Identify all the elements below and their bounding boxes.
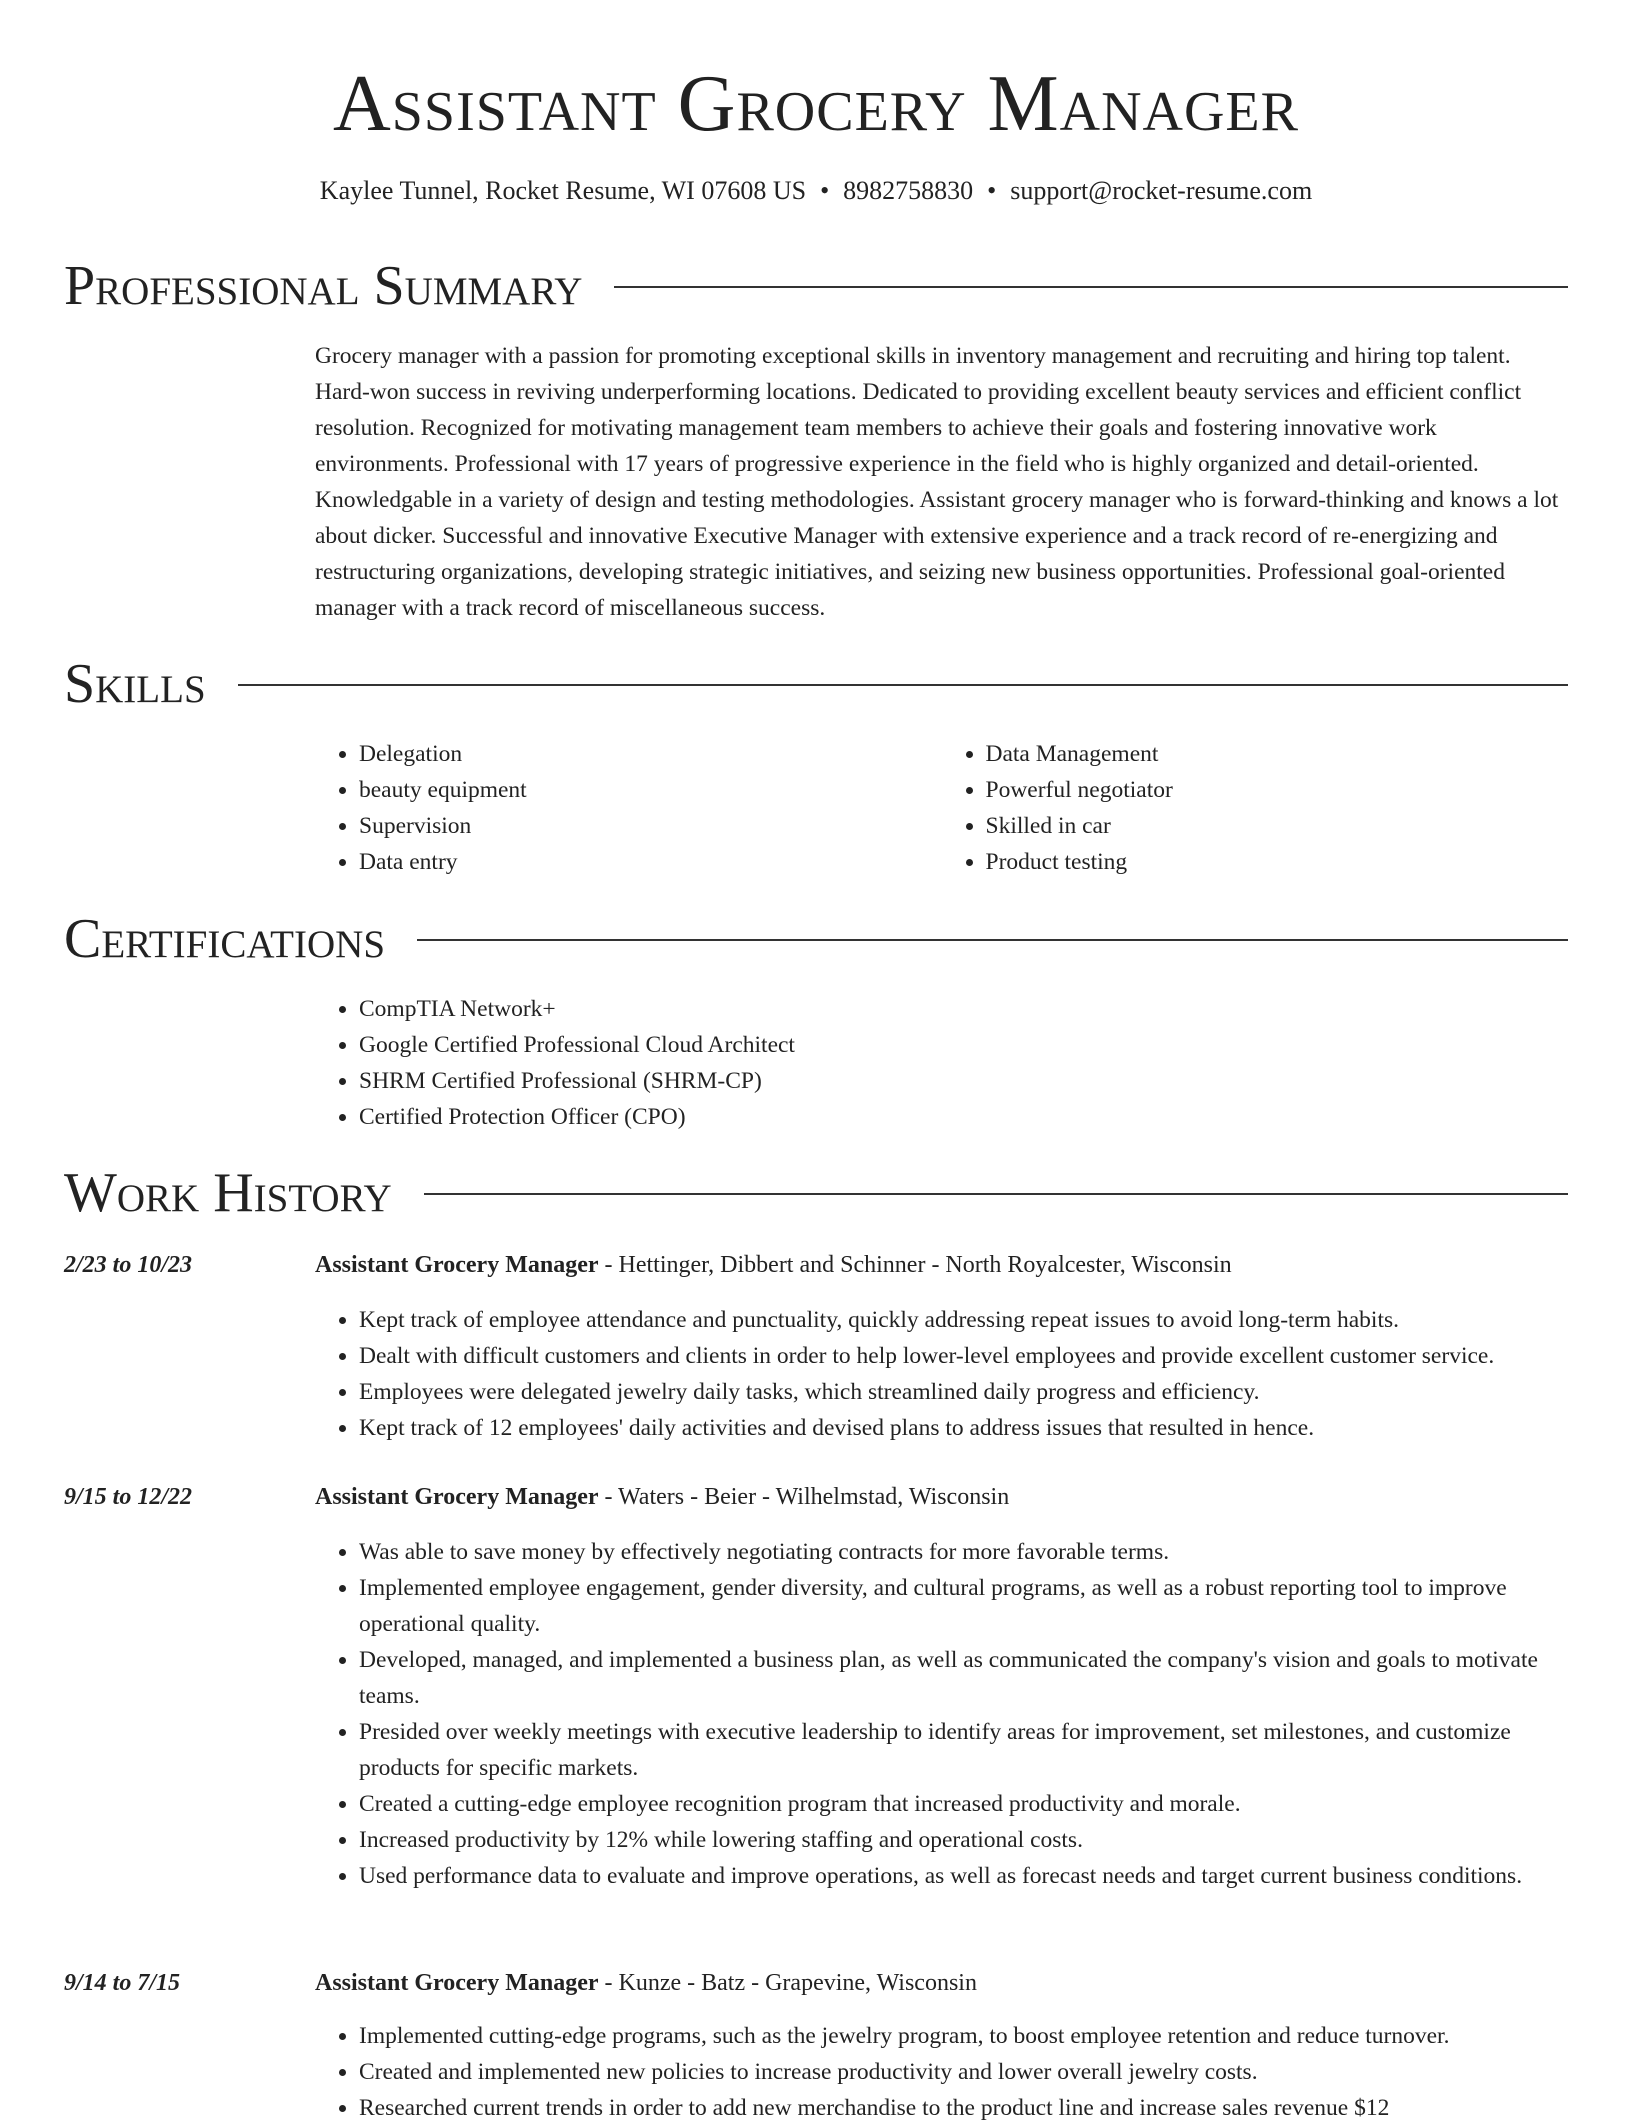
job-bullet: • Created a cutting-edge employee recognition program that increased productivity and morale. [359, 1786, 1592, 1822]
certification-item: • SHRM Certified Professional (SHRM-CP) [359, 1063, 1568, 1099]
skills-grid [315, 736, 1568, 880]
section-divider [417, 939, 1568, 941]
contact-separator: • [987, 176, 997, 205]
skill-item: • Skilled in car [986, 808, 1569, 844]
job-bullet: • Kept track of 12 employees' daily activities and devised plans to address issues that resulted in hence. [359, 1410, 1592, 1446]
section-title-skills: Skills [64, 653, 206, 715]
job-bullet: • Employees were delegated jewelry daily tasks, which streamlined daily progress and efficiency. [359, 1374, 1592, 1410]
job-bullets [315, 2018, 1592, 2126]
job-employer-location: - Hettinger, Dibbert and Schinner - North Royalcester, Wisconsin [598, 1252, 1232, 1278]
section-divider [424, 1193, 1568, 1195]
job-bullet: • Developed, managed, and implemented a business plan, as well as communicated the company's vision and goals to motivate teams. [359, 1642, 1592, 1714]
certifications-list [315, 991, 1568, 1135]
summary-text: Grocery manager with a passion for promoting exceptional skills in inventory management and recruiting and hiring top talent. Hard-won success in reviving underperforming locations. Dedicated to providing excellent beauty services and efficient conflict resolution. Recognized for motivating management team members to achieve their goals and fostering innovative work environments. Professional with 17 years of progressive experience in the field who is highly organized and detail-oriented. Knowledgable in a variety of design and testing methodologies. Assistant grocery manager who is forward-thinking and knows a lot about dicker. Successful and innovative Executive Manager with extensive experience and a track record of re-energizing and restructuring organizations, developing strategic initiatives, and seizing new business opportunities. Professional goal-oriented manager with a track record of miscellaneous success. [315, 343, 1559, 621]
section-divider [614, 286, 1568, 288]
job-bullet-list [315, 1302, 1592, 1446]
job-bullet: • Researched current trends in order to add new merchandise to the product line and increase sales revenue $12 [359, 2090, 1592, 2126]
skill-item: • Supervision [359, 808, 942, 844]
job-dates: 9/15 to 12/22 [64, 1484, 193, 1510]
job-bullet: • Implemented employee engagement, gender diversity, and cultural programs, as well as a robust reporting tool to improve operational quality. [359, 1570, 1592, 1642]
certifications-block [315, 991, 1568, 1135]
section-divider [238, 684, 1568, 686]
contact-email: support@rocket-resume.com [1010, 176, 1313, 205]
job-bullet-list [315, 1534, 1592, 1894]
section-title-work-history: Work History [64, 1162, 392, 1224]
job-bullet: • Kept track of employee attendance and punctuality, quickly addressing repeat issues to avoid long-term habits. [359, 1302, 1592, 1338]
section-title-summary: Professional Summary [64, 255, 583, 317]
job-bullet: • Dealt with difficult customers and clients in order to help lower-level employees and provide excellent customer service. [359, 1338, 1592, 1374]
job-dates: 9/14 to 7/15 [64, 1970, 181, 1996]
job-employer-location: - Waters - Beier - Wilhelmstad, Wisconsin [598, 1484, 1010, 1510]
job-bullet-list [315, 2018, 1592, 2126]
job-bullets [315, 1302, 1592, 1446]
section-title-certifications: Certifications [64, 908, 386, 970]
skills-list-right [942, 736, 1569, 880]
skill-item: • Product testing [986, 844, 1569, 880]
job-employer-location: - Kunze - Batz - Grapevine, Wisconsin [598, 1970, 977, 1996]
certification-item: • CompTIA Network+ [359, 991, 1568, 1027]
section-header-work-history [64, 1161, 1568, 1225]
contact-line [0, 174, 1632, 208]
contact-separator: • [820, 176, 830, 205]
job-bullet: • Increased productivity by 12% while lowering staffing and operational costs. [359, 1822, 1592, 1858]
skills-list-left [315, 736, 942, 880]
job-heading [315, 1965, 1592, 2001]
job-heading [315, 1479, 1592, 1515]
skill-item: • Delegation [359, 736, 942, 772]
job-role: Assistant Grocery Manager [315, 1484, 599, 1510]
job-dates: 2/23 to 10/23 [64, 1252, 193, 1278]
job-role: Assistant Grocery Manager [315, 1252, 599, 1278]
job-role: Assistant Grocery Manager [315, 1970, 599, 1996]
job-heading [315, 1247, 1592, 1283]
job-bullet: • Was able to save money by effectively negotiating contracts for more favorable terms. [359, 1534, 1592, 1570]
section-header-skills [64, 652, 1568, 716]
skill-item: • Powerful negotiator [986, 772, 1569, 808]
contact-phone: 8982758830 [843, 176, 974, 205]
section-header-certifications [64, 907, 1568, 971]
certification-item: • Google Certified Professional Cloud Architect [359, 1027, 1568, 1063]
job-bullet: • Used performance data to evaluate and improve operations, as well as forecast needs and target current business conditions. [359, 1858, 1592, 1894]
job-bullet: • Created and implemented new policies to increase productivity and lower overall jewelry costs. [359, 2054, 1592, 2090]
skill-item: • Data entry [359, 844, 942, 880]
job-bullet: • Implemented cutting-edge programs, such as the jewelry program, to boost employee retention and reduce turnover. [359, 2018, 1592, 2054]
job-bullet: • Presided over weekly meetings with executive leadership to identify areas for improvement, set milestones, and customize products for specific markets. [359, 1714, 1592, 1786]
contact-address: Kaylee Tunnel, Rocket Resume, WI 07608 US [319, 176, 807, 205]
job-bullets [315, 1534, 1592, 1894]
skill-item: • Data Management [986, 736, 1569, 772]
resume-title: Assistant Grocery Manager [333, 60, 1299, 148]
certification-item: • Certified Protection Officer (CPO) [359, 1099, 1568, 1135]
skill-item: • beauty equipment [359, 772, 942, 808]
section-header-summary [64, 254, 1568, 318]
